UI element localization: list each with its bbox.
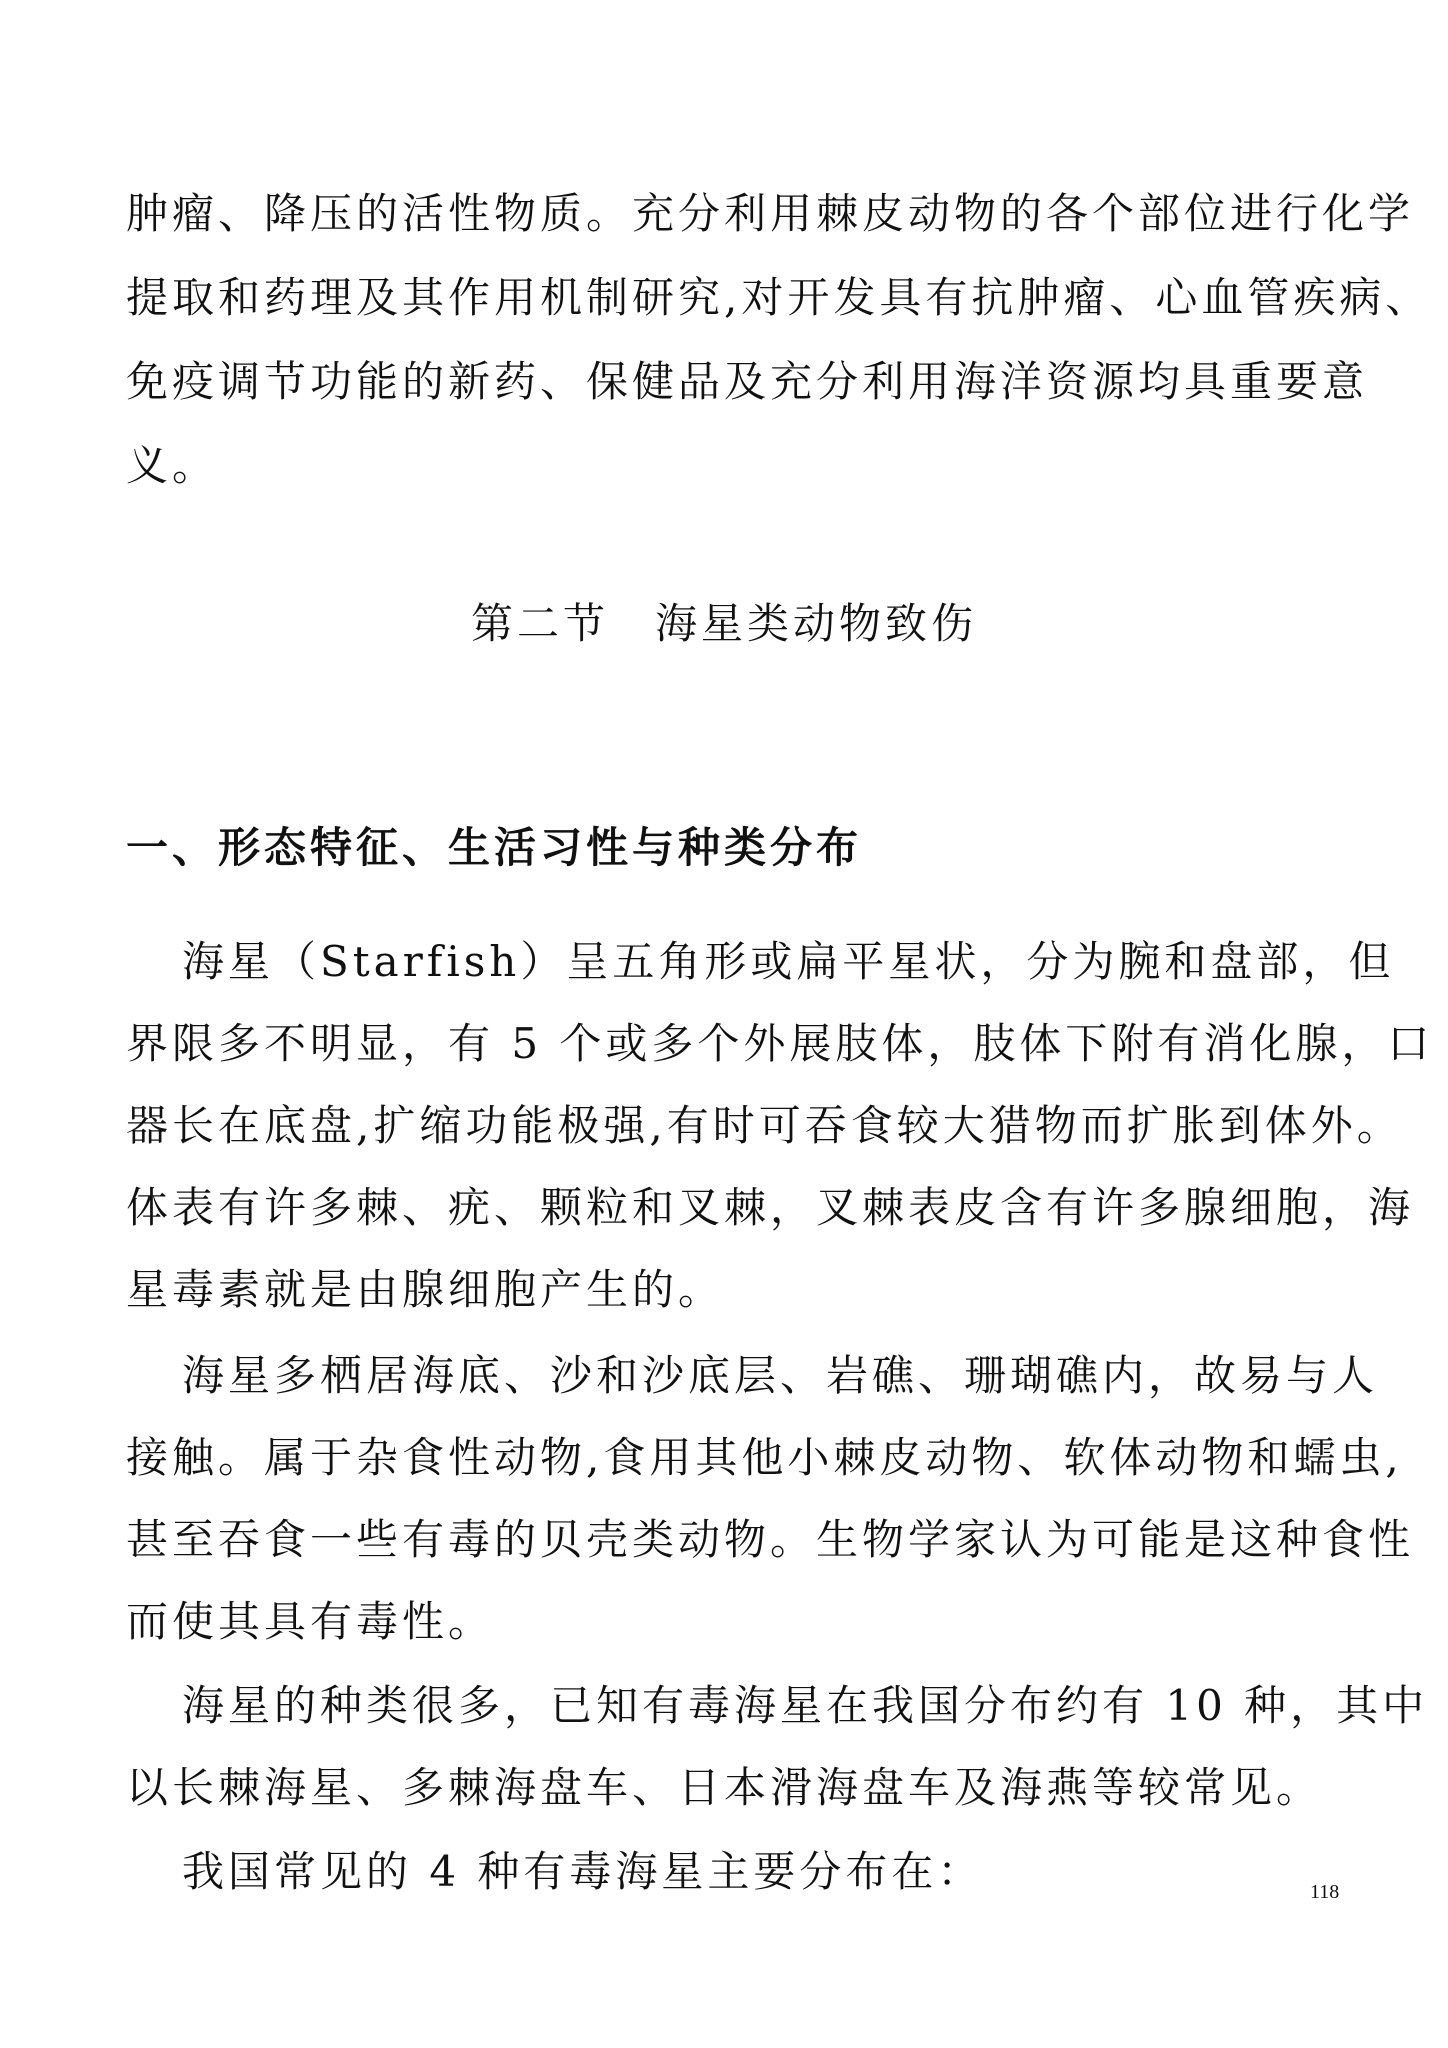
paragraph-2-line-1: 海星多栖居海底、沙和沙底层、岩礁、珊瑚礁内，故易与人 — [182, 1351, 1379, 1400]
intro-line-2: 提取和药理及其作用机制研究,对开发具有抗肿瘤、心血管疾病、 — [126, 273, 1432, 322]
paragraph-3-line-1: 海星的种类很多，已知有毒海星在我国分布约有 10 种，其中 — [182, 1681, 1429, 1730]
paragraph-1-line-3: 器长在底盘,扩缩功能极强,有时可吞食较大猎物而扩胀到体外。 — [126, 1101, 1403, 1150]
intro-line-3: 免疫调节功能的新药、保健品及充分利用海洋资源均具重要意 — [126, 357, 1369, 406]
paragraph-4-line-1: 我国常见的 4 种有毒海星主要分布在： — [182, 1847, 984, 1896]
intro-line-4: 义。 — [126, 441, 219, 490]
paragraph-1-line-2: 界限多不明显，有 5 个或多个外展肢体，肢体下附有消化腺，口 — [126, 1019, 1434, 1068]
paragraph-1-line-5: 星毒素就是由腺细胞产生的。 — [126, 1265, 725, 1314]
paragraph-2-line-2: 接触。属于杂食性动物,食用其他小棘皮动物、软体动物和蠕虫, — [126, 1433, 1403, 1482]
paragraph-2-line-3: 甚至吞食一些有毒的贝壳类动物。生物学家认为可能是这种食性 — [126, 1515, 1415, 1564]
paragraph-1-line-4: 体表有许多棘、疣、颗粒和叉棘，叉棘表皮含有许多腺细胞，海 — [126, 1183, 1415, 1232]
paragraph-1-line-1: 海星（Starfish）呈五角形或扁平星状，分为腕和盘部，但 — [182, 937, 1395, 986]
subheading: 一、形态特征、生活习性与种类分布 — [126, 823, 863, 872]
paragraph-3-line-2: 以长棘海星、多棘海盘车、日本滑海盘车及海燕等较常见。 — [126, 1763, 1323, 1812]
paragraph-2-line-4: 而使其具有毒性。 — [126, 1597, 495, 1646]
page-number: 118 — [1310, 1881, 1340, 1903]
section-title: 第二节 海星类动物致伤 — [470, 599, 977, 648]
intro-line-1: 肿瘤、降压的活性物质。充分利用棘皮动物的各个部位进行化学 — [126, 189, 1415, 238]
